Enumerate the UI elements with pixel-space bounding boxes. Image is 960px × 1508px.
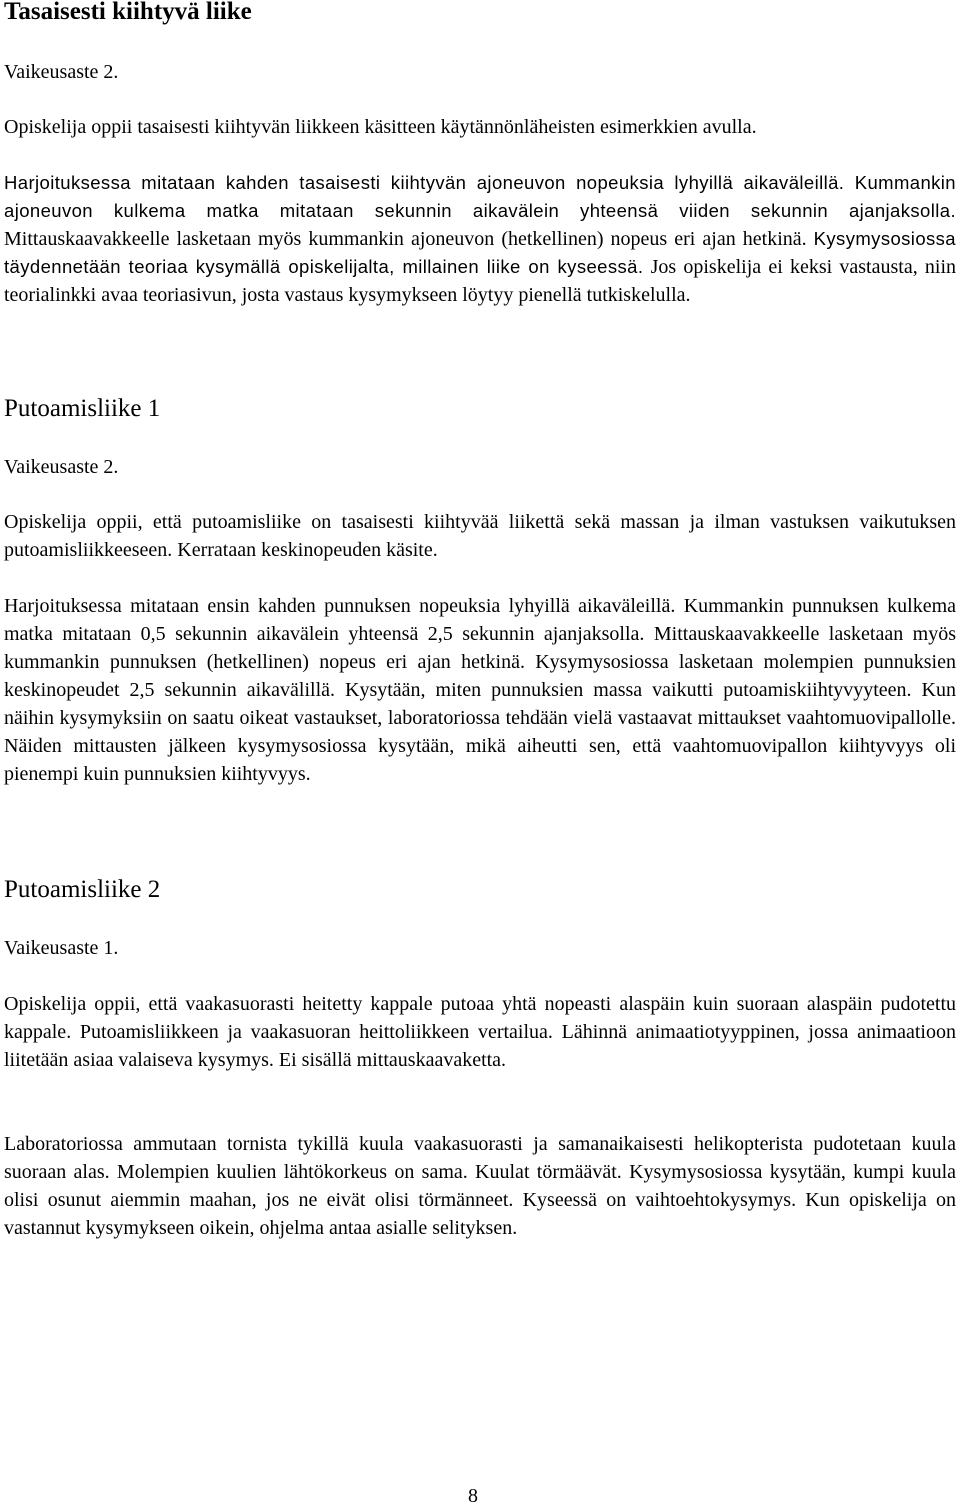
section-goal: Opiskelija oppii, että putoamisliike on tasaisesti kiihtyvää liikettä sekä massan ja ilman vastuksen vaikutuksen putoamisliikkeeseen. Kerrataan keskinopeuden käsite. (4, 511, 956, 561)
difficulty-level: Vaikeusaste 2. (4, 61, 119, 83)
body-sentence: Harjoituksessa mitataan kahden tasaisesti kiihtyvän ajoneuvon nopeuksia lyhyillä aikaväleillä. Kummankin ajoneuvon kulkema matka mitataan sekunnin aikavälein yhteensä viiden sekunnin ajanjaksolla. (4, 172, 956, 221)
difficulty-level: Vaikeusaste 2. (4, 456, 119, 478)
difficulty-level: Vaikeusaste 1. (4, 937, 119, 959)
section-body: Harjoituksessa mitataan ensin kahden punnuksen nopeuksia lyhyillä aikaväleillä. Kummankin punnuksen kulkema matka mitataan 0,5 sekunnin aikavälein yhteensä 2,5 sekunnin ajanjaksolla. Mittauskaavakkeelle lasketaan myös kummankin punnuksen (hetkellinen) nopeus eri ajan hetkinä. Kysymysosiossa lasketaan molempien punnuksien keskinopeudet 2,5 sekunnin aikavälillä. Kysytään, miten punnuksien massa vaikutti putoamiskiihtyvyyteen. Kun näihin kysymyksiin on saatu oikeat vastaukset, laboratoriossa tehdään vielä vastaavat mittaukset vaahtomuovipallolle. Näiden mittausten jälkeen kysymysosiossa kysytään, mikä aiheutti sen, että vaahtomuovipallon kiihtyvyys oli pienempi kuin punnuksien kiihtyvyys. (4, 595, 956, 785)
body-sentence: Kysymysosiossa täydennetään teoriaa kysymällä opiskelijalta, millainen liike on kyseessä. (4, 228, 956, 277)
body-sentence: Mittauskaavakkeelle lasketaan myös kummankin ajoneuvon (hetkellinen) nopeus eri ajan hetkinä. (4, 228, 807, 250)
section-goal: Opiskelija oppii tasaisesti kiihtyvän liikkeen käsitteen käytännönläheisten esimerkkien avulla. (4, 116, 757, 138)
section-body (4, 169, 956, 309)
section-goal: Opiskelija oppii, että vaakasuorasti heitetty kappale putoaa yhtä nopeasti alaspäin kuin suoraan alaspäin pudotettu kappale. Putoamisliikkeen ja vaakasuoran heittoliikkeen vertailua. Lähinnä animaatiotyyppinen, jossa animaatioon liitetään asiaa valaiseva kysymys. Ei sisällä mittauskaavaketta. (4, 993, 956, 1071)
page-number: 8 (468, 1485, 478, 1507)
section-title: Putoamisliike 2 (4, 876, 161, 903)
section-title: Putoamisliike 1 (4, 395, 161, 422)
section-body: Laboratoriossa ammutaan tornista tykillä kuula vaakasuorasti ja samanaikaisesti helikopterista pudotetaan kuula suoraan alas. Molempien kuulien lähtökorkeus on sama. Kuulat törmäävät. Kysymysosiossa kysytään, kumpi kuula olisi osunut aiemmin maahan, jos ne eivät olisi törmänneet. Kyseessä on vaihtoehtokysymys. Kun opiskelija on vastannut kysymykseen oikein, ohjelma antaa asialle selityksen. (4, 1133, 956, 1239)
section-title: Tasaisesti kiihtyvä liike (4, 0, 252, 25)
body-sentence: Jos opiskelija ei keksi vastausta, niin teorialinkki avaa teoriasivun, josta vastaus kysymykseen löytyy pienellä tutkiskelulla. (4, 256, 957, 306)
